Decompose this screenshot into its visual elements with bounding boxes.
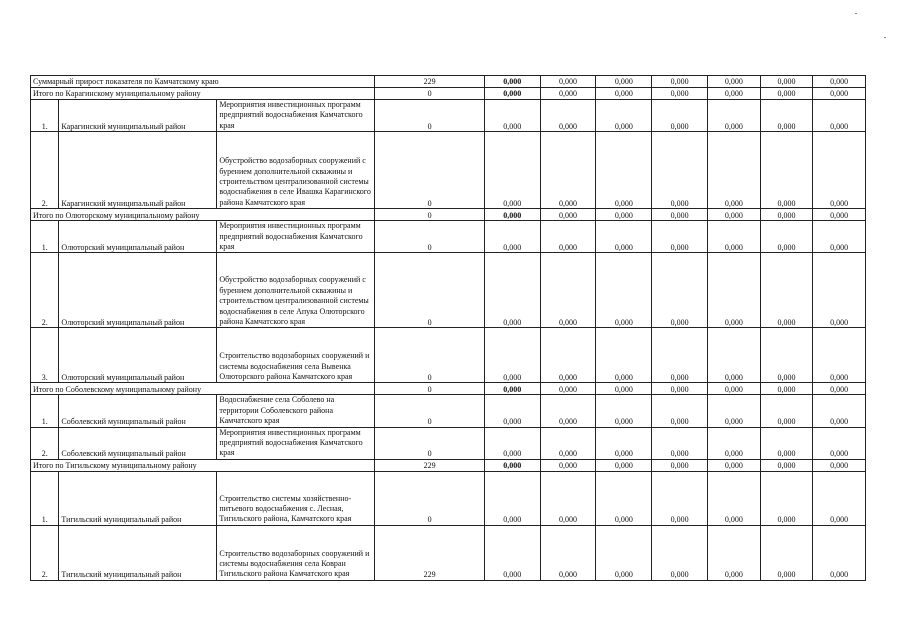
value-cell-amount: 0,000 xyxy=(484,88,540,100)
project-row xyxy=(31,253,866,328)
district-subtotal-row xyxy=(31,209,866,221)
value-cell-amount: 0,000 xyxy=(760,383,813,395)
value-cell-amount: 0,000 xyxy=(708,471,761,525)
value-cell-amount: 0,000 xyxy=(813,395,866,427)
value-cell-count: 0 xyxy=(375,209,485,221)
row-number: 3. xyxy=(31,328,59,383)
value-cell-amount: 0,000 xyxy=(760,132,813,209)
value-cell-amount: 0,000 xyxy=(540,209,596,221)
value-cell-count: 0 xyxy=(375,328,485,383)
value-cell-count: 0 xyxy=(375,88,485,100)
project-description: Водоснабжение села Соболево на территории Соболевского района Камчатского края xyxy=(217,395,375,427)
project-description: Мероприятия инвестиционных программ предприятий водоснабжения Камчатского края xyxy=(217,100,375,132)
summary-label: Суммарный прирост показателя по Камчатскому краю xyxy=(31,76,375,88)
value-cell-amount: 0,000 xyxy=(540,221,596,253)
value-cell-count: 0 xyxy=(375,427,485,459)
water-supply-indicator-table xyxy=(30,75,866,581)
project-description: Строительство водозаборных сооружений и системы водоснабжения села Ковран Тигильского района Камчатского края xyxy=(217,525,375,580)
district-subtotal-label: Итого по Соболевскому муниципальному району xyxy=(31,383,375,395)
value-cell-amount: 0,000 xyxy=(484,132,540,209)
value-cell-amount: 0,000 xyxy=(484,209,540,221)
municipality-name: Тигильский муниципальный район xyxy=(59,471,217,525)
row-number: 2. xyxy=(31,253,59,328)
value-cell-amount: 0,000 xyxy=(760,471,813,525)
value-cell-amount: 0,000 xyxy=(484,471,540,525)
value-cell-amount: 0,000 xyxy=(596,427,652,459)
value-cell-amount: 0,000 xyxy=(708,221,761,253)
value-cell-amount: 0,000 xyxy=(708,209,761,221)
value-cell-count: 0 xyxy=(375,132,485,209)
value-cell-amount: 0,000 xyxy=(760,395,813,427)
district-subtotal-row xyxy=(31,88,866,100)
scan-speck xyxy=(855,13,857,14)
value-cell-amount: 0,000 xyxy=(540,427,596,459)
value-cell-amount: 0,000 xyxy=(484,253,540,328)
municipality-name: Тигильский муниципальный район xyxy=(59,525,217,580)
municipality-name: Олюторский муниципальный район xyxy=(59,328,217,383)
value-cell-count: 0 xyxy=(375,100,485,132)
project-row xyxy=(31,395,866,427)
value-cell-count: 0 xyxy=(375,395,485,427)
scan-speck xyxy=(884,37,886,38)
value-cell-amount: 0,000 xyxy=(813,221,866,253)
value-cell-amount: 0,000 xyxy=(484,395,540,427)
value-cell-amount: 0,000 xyxy=(484,221,540,253)
district-subtotal-label: Итого по Тигильскому муниципальному району xyxy=(31,459,375,471)
value-cell-count: 0 xyxy=(375,221,485,253)
value-cell-count: 0 xyxy=(375,471,485,525)
value-cell-amount: 0,000 xyxy=(540,395,596,427)
summary-row xyxy=(31,76,866,88)
value-cell-amount: 0,000 xyxy=(760,209,813,221)
value-cell-amount: 0,000 xyxy=(813,459,866,471)
value-cell-amount: 0,000 xyxy=(708,328,761,383)
district-subtotal-label: Итого по Карагинскому муниципальному району xyxy=(31,88,375,100)
municipality-name: Карагинский муниципальный район xyxy=(59,132,217,209)
row-number: 2. xyxy=(31,132,59,209)
value-cell-amount: 0,000 xyxy=(652,328,708,383)
municipality-name: Соболевский муниципальный район xyxy=(59,427,217,459)
value-cell-amount: 0,000 xyxy=(540,100,596,132)
value-cell-amount: 0,000 xyxy=(540,328,596,383)
value-cell-amount: 0,000 xyxy=(708,525,761,580)
municipality-name: Олюторский муниципальный район xyxy=(59,221,217,253)
value-cell-amount: 0,000 xyxy=(652,100,708,132)
value-cell-count: 0 xyxy=(375,383,485,395)
value-cell-amount: 0,000 xyxy=(760,253,813,328)
value-cell-amount: 0,000 xyxy=(652,76,708,88)
value-cell-amount: 0,000 xyxy=(652,209,708,221)
municipality-name: Соболевский муниципальный район xyxy=(59,395,217,427)
value-cell-amount: 0,000 xyxy=(652,427,708,459)
value-cell-amount: 0,000 xyxy=(484,383,540,395)
project-description: Обустройство водозаборных сооружений с бурением дополнительной скважины и строительством централизованной системы водоснабжения в селе Апука Олюторского района Камчатского края xyxy=(217,253,375,328)
value-cell-amount: 0,000 xyxy=(540,253,596,328)
value-cell-amount: 0,000 xyxy=(813,76,866,88)
value-cell-amount: 0,000 xyxy=(652,471,708,525)
value-cell-count: 229 xyxy=(375,459,485,471)
value-cell-count: 229 xyxy=(375,76,485,88)
value-cell-count: 0 xyxy=(375,253,485,328)
value-cell-amount: 0,000 xyxy=(760,100,813,132)
municipality-name: Олюторский муниципальный район xyxy=(59,253,217,328)
row-number: 1. xyxy=(31,221,59,253)
value-cell-amount: 0,000 xyxy=(813,253,866,328)
value-cell-amount: 0,000 xyxy=(813,525,866,580)
value-cell-amount: 0,000 xyxy=(652,459,708,471)
value-cell-amount: 0,000 xyxy=(708,383,761,395)
value-cell-amount: 0,000 xyxy=(708,132,761,209)
value-cell-amount: 0,000 xyxy=(484,525,540,580)
project-description: Мероприятия инвестиционных программ предприятий водоснабжения Камчатского края xyxy=(217,221,375,253)
value-cell-amount: 0,000 xyxy=(813,209,866,221)
value-cell-amount: 0,000 xyxy=(596,459,652,471)
project-row xyxy=(31,221,866,253)
project-description: Мероприятия инвестиционных программ предприятий водоснабжения Камчатского края xyxy=(217,427,375,459)
district-subtotal-row xyxy=(31,459,866,471)
value-cell-amount: 0,000 xyxy=(708,100,761,132)
value-cell-amount: 0,000 xyxy=(540,459,596,471)
value-cell-amount: 0,000 xyxy=(813,383,866,395)
value-cell-amount: 0,000 xyxy=(596,221,652,253)
project-description: Обустройство водозаборных сооружений с бурением дополнительной скважины и строительством централизованной системы водоснабжения в селе Ивашка Карагинского района Камчатского края xyxy=(217,132,375,209)
district-subtotal-label: Итого по Олюторскому муниципальному району xyxy=(31,209,375,221)
project-row xyxy=(31,427,866,459)
project-row xyxy=(31,132,866,209)
value-cell-amount: 0,000 xyxy=(708,76,761,88)
value-cell-amount: 0,000 xyxy=(760,525,813,580)
value-cell-amount: 0,000 xyxy=(652,88,708,100)
value-cell-amount: 0,000 xyxy=(813,100,866,132)
value-cell-amount: 0,000 xyxy=(540,132,596,209)
value-cell-amount: 0,000 xyxy=(596,383,652,395)
value-cell-amount: 0,000 xyxy=(540,76,596,88)
value-cell-amount: 0,000 xyxy=(484,328,540,383)
value-cell-amount: 0,000 xyxy=(652,132,708,209)
value-cell-amount: 0,000 xyxy=(596,471,652,525)
value-cell-amount: 0,000 xyxy=(484,427,540,459)
value-cell-amount: 0,000 xyxy=(708,395,761,427)
project-row xyxy=(31,328,866,383)
value-cell-amount: 0,000 xyxy=(652,221,708,253)
value-cell-amount: 0,000 xyxy=(596,100,652,132)
value-cell-amount: 0,000 xyxy=(760,88,813,100)
project-row xyxy=(31,100,866,132)
value-cell-amount: 0,000 xyxy=(813,88,866,100)
value-cell-amount: 0,000 xyxy=(596,253,652,328)
value-cell-amount: 0,000 xyxy=(596,328,652,383)
project-row xyxy=(31,471,866,525)
value-cell-amount: 0,000 xyxy=(760,427,813,459)
row-number: 1. xyxy=(31,100,59,132)
value-cell-amount: 0,000 xyxy=(708,253,761,328)
value-cell-amount: 0,000 xyxy=(540,471,596,525)
value-cell-amount: 0,000 xyxy=(596,88,652,100)
value-cell-amount: 0,000 xyxy=(813,132,866,209)
district-subtotal-row xyxy=(31,383,866,395)
value-cell-amount: 0,000 xyxy=(652,525,708,580)
value-cell-amount: 0,000 xyxy=(708,459,761,471)
row-number: 2. xyxy=(31,427,59,459)
value-cell-amount: 0,000 xyxy=(813,328,866,383)
row-number: 1. xyxy=(31,471,59,525)
value-cell-amount: 0,000 xyxy=(813,471,866,525)
value-cell-amount: 0,000 xyxy=(760,328,813,383)
value-cell-amount: 0,000 xyxy=(652,253,708,328)
value-cell-amount: 0,000 xyxy=(484,76,540,88)
row-number: 2. xyxy=(31,525,59,580)
value-cell-amount: 0,000 xyxy=(813,427,866,459)
value-cell-amount: 0,000 xyxy=(708,88,761,100)
value-cell-amount: 0,000 xyxy=(596,209,652,221)
value-cell-amount: 0,000 xyxy=(540,88,596,100)
value-cell-amount: 0,000 xyxy=(652,395,708,427)
value-cell-amount: 0,000 xyxy=(540,383,596,395)
value-cell-amount: 0,000 xyxy=(540,525,596,580)
value-cell-amount: 0,000 xyxy=(760,76,813,88)
value-cell-amount: 0,000 xyxy=(596,76,652,88)
value-cell-amount: 0,000 xyxy=(760,221,813,253)
value-cell-amount: 0,000 xyxy=(708,427,761,459)
value-cell-amount: 0,000 xyxy=(760,459,813,471)
value-cell-amount: 0,000 xyxy=(596,395,652,427)
municipality-name: Карагинский муниципальный район xyxy=(59,100,217,132)
value-cell-amount: 0,000 xyxy=(596,525,652,580)
value-cell-amount: 0,000 xyxy=(484,100,540,132)
project-row xyxy=(31,525,866,580)
value-cell-count: 229 xyxy=(375,525,485,580)
value-cell-amount: 0,000 xyxy=(484,459,540,471)
project-description: Строительство системы хозяйственно-питьевого водоснабжения с. Лесная, Тигильского района, Камчатского края xyxy=(217,471,375,525)
value-cell-amount: 0,000 xyxy=(652,383,708,395)
project-description: Строительство водозаборных сооружений и системы водоснабжения села Вывенка Олюторского района Камчатского края xyxy=(217,328,375,383)
value-cell-amount: 0,000 xyxy=(596,132,652,209)
row-number: 1. xyxy=(31,395,59,427)
